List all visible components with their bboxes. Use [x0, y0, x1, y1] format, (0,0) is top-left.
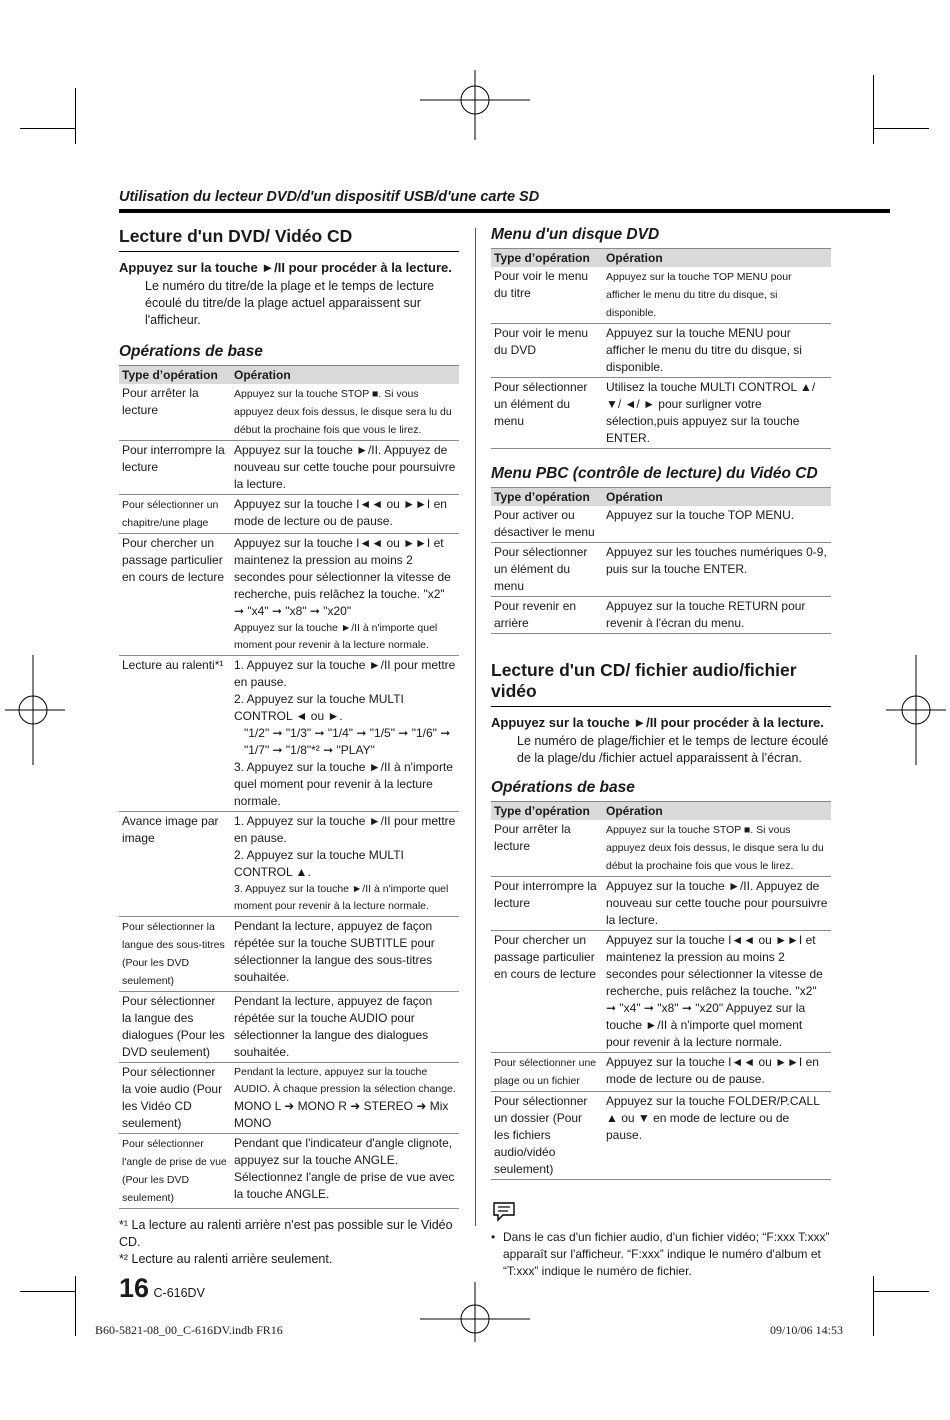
table-row	[491, 1053, 831, 1092]
row-op	[231, 1063, 459, 1134]
row-type: Pour sélectionner un élément du menu	[491, 543, 603, 597]
table-row	[119, 495, 459, 534]
row-op-text: Appuyez sur la touche TOP MENU pour afficher le menu du titre du disque, si disponible.	[606, 271, 792, 319]
row-op-note: MONO L ➜ MONO R ➜ STEREO ➜ Mix MONO	[234, 1099, 449, 1130]
cd-basic-ops-title: Opérations de base	[491, 779, 635, 796]
col-header-op: Opération	[231, 366, 459, 385]
footnote-1: *¹ La lecture au ralenti arrière n'est pas possible sur le Vidéo CD.	[119, 1218, 453, 1249]
step: 1. Appuyez sur la touche ►/II pour mettre en pause.	[234, 658, 456, 689]
basic-ops-table	[119, 365, 459, 1209]
table-row	[119, 384, 459, 441]
row-op-note: Appuyez sur la touche ►/II à n'importe quel moment pour revenir à la lecture normale.	[234, 622, 438, 651]
registration-mark-right	[886, 655, 946, 765]
section-title-dvd: Lecture d'un DVD/ Vidéo CD	[119, 226, 459, 252]
row-type: Pour voir le menu du titre	[491, 267, 603, 324]
table-header	[119, 366, 459, 385]
page-header: Utilisation du lecteur DVD/d'un dispositif USB/d'une carte SD	[119, 189, 540, 205]
row-op	[231, 384, 459, 441]
registration-mark-top	[420, 70, 530, 140]
step: 2. Appuyez sur la touche MULTI CONTROL ◄ ou ►.	[234, 692, 404, 723]
table-row	[491, 378, 831, 449]
step-sequence: "1/2" ➞ "1/3" ➞ "1/4" ➞ "1/5" ➞ "1/6" ➞ "1/7" ➞ "1/8"*² ➞ "PLAY"	[244, 726, 451, 757]
table-row	[491, 267, 831, 324]
note-item	[491, 1229, 831, 1280]
row-op: Appuyez sur la touche TOP MENU.	[603, 506, 831, 543]
table-row	[491, 597, 831, 634]
note-text: Dans le cas d'un fichier audio, d'un fichier vidéo; “F:xxx T:xxx” apparaît sur l'afficheur. “F:xxx” indique le numéro d'album et “T:xxx” indique le numéro de fichier.	[503, 1230, 830, 1278]
row-op	[603, 820, 831, 877]
table-row	[119, 812, 459, 917]
left-column	[119, 226, 459, 1304]
col-header-op: Opération	[603, 488, 831, 507]
table-row	[119, 917, 459, 992]
table-row	[119, 441, 459, 495]
header-rule	[119, 209, 890, 213]
row-op: Appuyez sur la touche ►/II. Appuyez de nouveau sur cette touche pour poursuivre la lecture.	[603, 877, 831, 931]
section-title-cd: Lecture d'un CD/ fichier audio/fichier vidéo	[491, 660, 831, 707]
row-op: Pendant la lecture, appuyez de façon répétée sur la touche SUBTITLE pour sélectionner la langue des sous-titres souhaitée.	[231, 917, 459, 992]
col-header-type: Type d’opération	[491, 802, 603, 821]
table-header	[491, 802, 831, 821]
row-type: Lecture au ralenti*¹	[119, 656, 231, 812]
row-type-text: Pour sélectionner un chapitre/une plage	[122, 499, 219, 529]
row-type: Pour arrêter la lecture	[119, 384, 231, 441]
row-type: Pour sélectionner la voie audio (Pour les Vidéo CD seulement)	[119, 1063, 231, 1134]
step: 2. Appuyez sur la touche MULTI CONTROL ▲.	[234, 848, 404, 879]
model-name: C-616DV	[153, 1286, 205, 1300]
table-row	[491, 324, 831, 378]
step: 3. Appuyez sur la touche ►/II à n'importe quel moment pour revenir à la lecture normale.	[234, 883, 449, 912]
row-type: Pour interrompre la lecture	[491, 877, 603, 931]
row-op: Pendant que l'indicateur d'angle clignote, appuyez sur la touche ANGLE. Sélectionnez l'angle de prise de vue avec la touche ANGLE.	[231, 1134, 459, 1209]
row-type-text: Pour sélectionner une plage ou un fichier	[494, 1057, 597, 1087]
row-op-text: Appuyez sur la touche I◄◄ ou ►►I et maintenez la pression au moins 2 secondes pour sélectionner la vitesse de recherche, puis relâchez la touche. "x2" ➞ "x4" ➞ "x8" ➞ "x20"	[234, 536, 451, 618]
pbc-menu-table	[491, 487, 831, 634]
right-column	[491, 226, 831, 1280]
row-op	[231, 534, 459, 656]
row-type: Pour arrêter la lecture	[491, 820, 603, 877]
description: Le numéro du titre/de la plage et le temps de lecture écoulé du titre/de la plage actuel apparaissent sur l'afficheur.	[145, 279, 435, 327]
row-op: Appuyez sur la touche ►/II. Appuyez de nouveau sur cette touche pour poursuivre la lecture.	[231, 441, 459, 495]
row-op	[603, 267, 831, 324]
bullet-icon: •	[491, 1230, 496, 1244]
col-header-op: Opération	[603, 802, 831, 821]
row-type-text: Pour sélectionner la langue des sous-titres (Pour les DVD seulement)	[122, 921, 225, 987]
row-op: Appuyez sur la touche MENU pour afficher le menu du titre du disque, si disponible.	[603, 324, 831, 378]
table-header	[491, 488, 831, 507]
row-type	[119, 495, 231, 534]
footnote-2: *² Lecture au ralenti arrière seulement.	[119, 1252, 333, 1266]
table-row	[119, 1063, 459, 1134]
row-type-text: Pour sélectionner l'angle de prise de vue (Pour les DVD seulement)	[122, 1138, 227, 1204]
row-type: Pour chercher un passage particulier en cours de lecture	[491, 931, 603, 1053]
row-op: Appuyez sur les touches numériques 0-9, puis sur la touche ENTER.	[603, 543, 831, 597]
row-op: Appuyez sur la touche FOLDER/P.CALL ▲ ou ▼ en mode de lecture ou de pause.	[603, 1092, 831, 1180]
row-type: Pour chercher un passage particulier en cours de lecture	[119, 534, 231, 656]
row-type: Pour sélectionner un élément du menu	[491, 378, 603, 449]
table-row	[119, 534, 459, 656]
step: 1. Appuyez sur la touche ►/II pour mettre en pause.	[234, 814, 456, 845]
table-row	[491, 543, 831, 597]
table-row	[491, 506, 831, 543]
row-type: Pour voir le menu du DVD	[491, 324, 603, 378]
row-type	[491, 1053, 603, 1092]
print-file-info: B60-5821-08_00_C-616DV.indb FR16	[95, 1323, 283, 1337]
row-op-text: Appuyez sur la touche STOP ■. Si vous appuyez deux fois dessus, le disque sera lu du début la prochaine fois que vous le lirez.	[234, 388, 452, 436]
row-op: Pendant la lecture, appuyez de façon répétée sur la touche AUDIO pour sélectionner la langue des dialogues souhaitée.	[231, 992, 459, 1063]
note-block	[491, 1200, 831, 1280]
col-header-type: Type d’opération	[491, 249, 603, 268]
row-op	[231, 812, 459, 917]
row-op: Appuyez sur la touche RETURN pour revenir à l'écran du menu.	[603, 597, 831, 634]
cd-description: Le numéro de plage/fichier et le temps de lecture écoulé de la plage/du /fichier actuel apparaissent à l’écran.	[517, 734, 829, 765]
table-row	[491, 931, 831, 1053]
basic-ops-title: Opérations de base	[119, 343, 263, 360]
row-type: Pour sélectionner un dossier (Pour les fichiers audio/vidéo seulement)	[491, 1092, 603, 1180]
cd-instruction: Appuyez sur la touche ►/II pour procéder à la lecture.	[491, 715, 824, 730]
page-number: 16	[119, 1273, 150, 1303]
table-row	[491, 820, 831, 877]
table-row	[119, 992, 459, 1063]
row-type	[119, 917, 231, 992]
row-type	[119, 1134, 231, 1209]
table-header	[491, 249, 831, 268]
row-op: Utilisez la touche MULTI CONTROL ▲/ ▼/ ◄/ ► pour surligner votre sélection,puis appuyez sur la touche ENTER.	[603, 378, 831, 449]
column-divider	[475, 228, 476, 1226]
step: 3. Appuyez sur la touche ►/II à n'importe quel moment pour revenir à la lecture normale.	[234, 760, 453, 808]
col-header-type: Type d’opération	[119, 366, 231, 385]
table-row	[491, 877, 831, 931]
table-row	[119, 656, 459, 812]
table-row	[119, 1134, 459, 1209]
row-op: Appuyez sur la touche I◄◄ ou ►►I en mode de lecture ou de pause.	[603, 1053, 831, 1092]
row-op: Appuyez sur la touche I◄◄ ou ►►I en mode de lecture ou de pause.	[231, 495, 459, 534]
row-type: Pour revenir en arrière	[491, 597, 603, 634]
row-op-text: Appuyez sur la touche STOP ■. Si vous appuyez deux fois dessus, le disque sera lu du début la prochaine fois que vous le lirez.	[606, 824, 824, 872]
note-icon	[491, 1200, 517, 1222]
registration-mark-left	[5, 655, 65, 765]
row-op	[231, 656, 459, 812]
row-type: Pour interrompre la lecture	[119, 441, 231, 495]
print-date: 09/10/06 14:53	[770, 1323, 844, 1337]
pbc-menu-title: Menu PBC (contrôle de lecture) du Vidéo CD	[491, 465, 818, 482]
instruction: Appuyez sur la touche ►/II pour procéder à la lecture.	[119, 260, 452, 275]
row-op: Appuyez sur la touche I◄◄ ou ►►I et maintenez la pression au moins 2 secondes pour sélectionner la vitesse de recherche, puis relâchez la touche. "x2" ➞ "x4" ➞ "x8" ➞ "x20" Appuyez sur la touche ►/II à n'importe quel moment pour revenir à la lecture normale.	[603, 931, 831, 1053]
cd-basic-ops-table	[491, 801, 831, 1180]
col-header-op: Opération	[603, 249, 831, 268]
row-type: Pour activer ou désactiver le menu	[491, 506, 603, 543]
table-row	[491, 1092, 831, 1180]
row-type: Avance image par image	[119, 812, 231, 917]
col-header-type: Type d’opération	[491, 488, 603, 507]
dvd-menu-title: Menu d'un disque DVD	[491, 226, 660, 243]
row-op-text: Pendant la lecture, appuyez sur la touche AUDIO. À chaque pression la sélection change.	[234, 1066, 456, 1095]
row-type: Pour sélectionner la langue des dialogues (Pour les DVD seulement)	[119, 992, 231, 1063]
dvd-menu-table	[491, 248, 831, 449]
